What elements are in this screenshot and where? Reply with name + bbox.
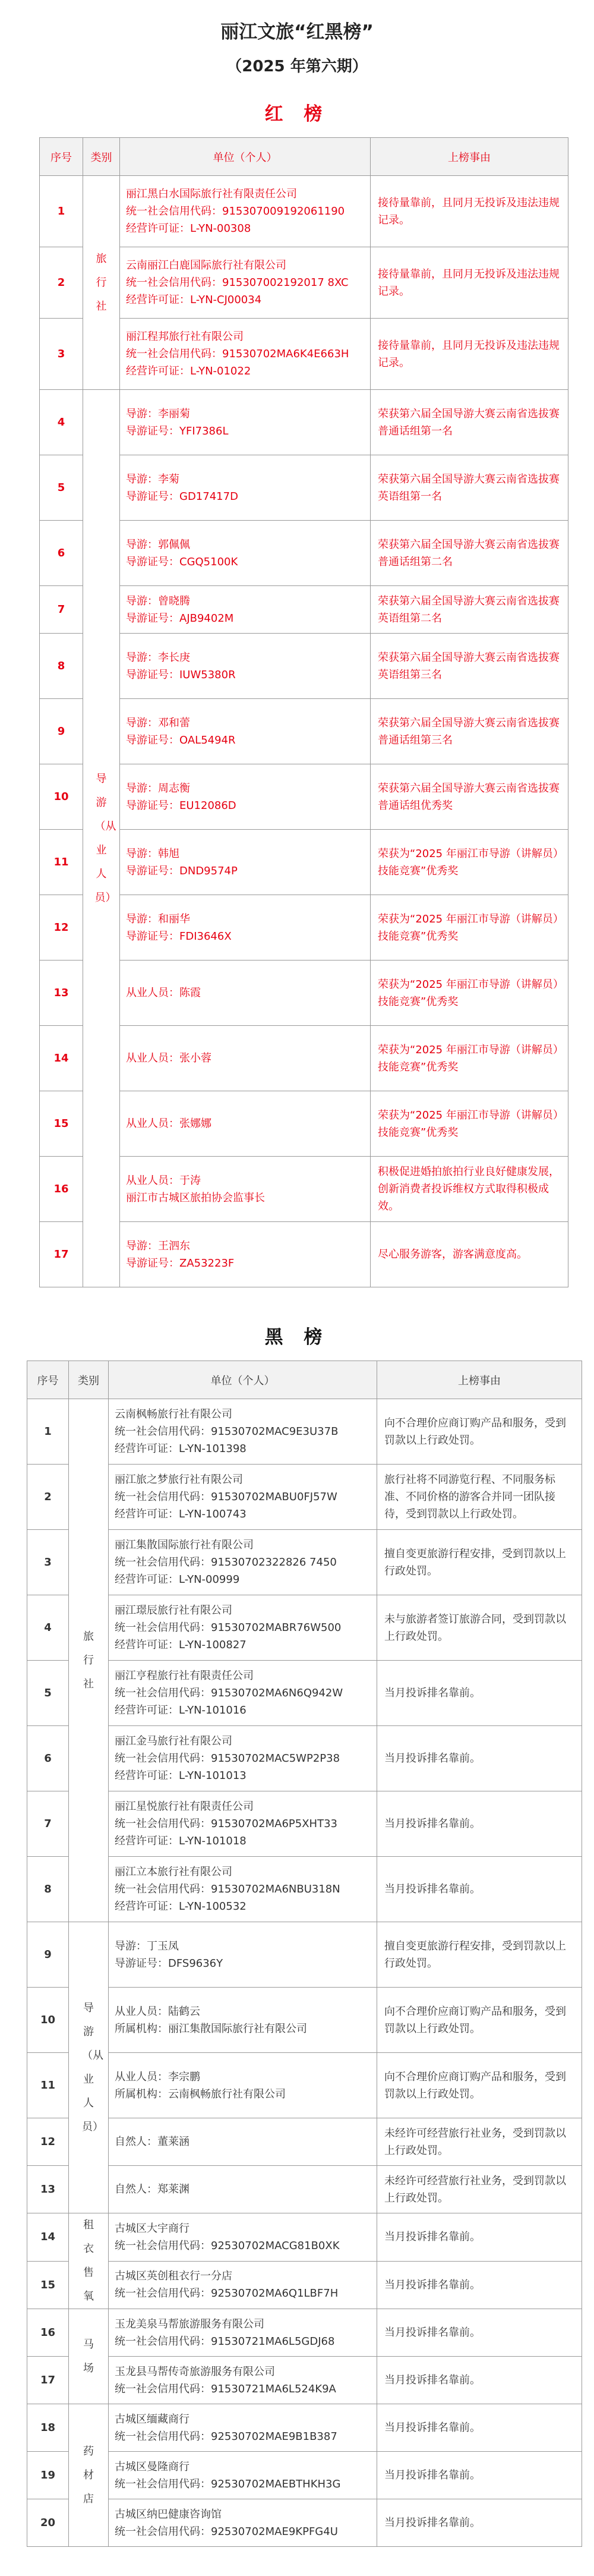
unit-cell bbox=[120, 1222, 371, 1287]
category-cell bbox=[69, 1399, 109, 1922]
unit-line: 导游证号：IUW5380R bbox=[126, 668, 236, 681]
unit-cell bbox=[120, 634, 371, 699]
unit-line: 古城区大宇商行 bbox=[115, 2222, 189, 2235]
unit-line: 玉龙县马帮传奇旅游服务有限公司 bbox=[115, 2365, 275, 2378]
unit-cell bbox=[120, 319, 371, 390]
table-row bbox=[27, 1726, 582, 1791]
row-number: 14 bbox=[27, 2213, 69, 2262]
unit-line: 统一社会信用代码：915307009192061190 bbox=[126, 205, 345, 218]
row-number: 7 bbox=[27, 1791, 69, 1857]
category-cell bbox=[83, 176, 120, 390]
unit-line: 经营许可证：L-YN-100532 bbox=[115, 1900, 247, 1913]
unit-line: 经营许可证：L-YN-CJ00034 bbox=[126, 294, 262, 306]
unit-line: 统一社会信用代码：915307002192017 8XC bbox=[126, 276, 349, 289]
row-number: 2 bbox=[27, 1465, 69, 1530]
unit-cell bbox=[109, 2213, 377, 2262]
unit-line: 统一社会信用代码：91530702MA6P5XHT33 bbox=[115, 1818, 337, 1830]
unit-line: 丽江星悦旅行社有限责任公司 bbox=[115, 1800, 254, 1813]
unit-cell bbox=[109, 2118, 377, 2166]
reason-cell: 未经许可经营旅行社业务，受到罚款以上行政处罚。 bbox=[377, 2118, 582, 2166]
row-number: 3 bbox=[40, 319, 83, 390]
unit-line: 导游：李长庚 bbox=[126, 651, 190, 664]
reason-cell: 当月投诉排名靠前。 bbox=[377, 1661, 582, 1726]
table-row bbox=[27, 2404, 582, 2452]
unit-cell bbox=[120, 247, 371, 319]
unit-line: 丽江立本旅行社有限公司 bbox=[115, 1866, 232, 1878]
unit-line: 导游：李菊 bbox=[126, 473, 179, 486]
unit-cell bbox=[109, 1922, 377, 1988]
unit-cell bbox=[109, 1988, 377, 2053]
table-row bbox=[27, 2357, 582, 2404]
unit-line: 自然人：董莱涵 bbox=[115, 2136, 189, 2148]
table-row bbox=[27, 2053, 582, 2118]
row-number: 15 bbox=[40, 1091, 83, 1157]
row-number: 5 bbox=[40, 455, 83, 521]
unit-cell bbox=[120, 176, 371, 247]
unit-line: 导游：和丽华 bbox=[126, 912, 190, 925]
row-number: 17 bbox=[40, 1222, 83, 1287]
category-label: 旅行社 bbox=[96, 252, 107, 313]
row-number: 13 bbox=[40, 961, 83, 1026]
unit-cell bbox=[120, 961, 371, 1026]
unit-cell bbox=[120, 699, 371, 764]
column-header-no: 序号 bbox=[40, 138, 83, 176]
unit-line: 导游证号：ZA53223F bbox=[126, 1256, 235, 1270]
black-list-heading: 黑 榜 bbox=[264, 1327, 330, 1348]
unit-line: 统一社会信用代码：91530702MA6K4E663H bbox=[126, 348, 349, 360]
row-number: 11 bbox=[27, 2053, 69, 2118]
unit-line: 玉龙美泉马帮旅游服务有限公司 bbox=[115, 2317, 264, 2331]
unit-cell bbox=[120, 895, 371, 961]
reason-cell: 接待量靠前，且同月无投诉及违法违规记录。 bbox=[371, 247, 568, 319]
reason-cell: 荣获第六届全国导游大赛云南省选拔赛普通话组优秀奖 bbox=[371, 764, 568, 830]
unit-cell bbox=[120, 830, 371, 895]
reason-cell: 当月投诉排名靠前。 bbox=[377, 1726, 582, 1791]
unit-line: 导游证号：FDI3646X bbox=[126, 930, 232, 943]
reason-cell: 向不合理价应商订购产品和服务，受到罚款以上行政处罚。 bbox=[377, 1988, 582, 2053]
unit-cell bbox=[109, 1857, 377, 1922]
unit-cell bbox=[109, 1465, 377, 1530]
table-row bbox=[27, 2213, 582, 2262]
column-header-category: 类别 bbox=[69, 1361, 109, 1399]
column-header-no: 序号 bbox=[27, 1361, 69, 1399]
unit-line: 经营许可证：L-YN-00999 bbox=[115, 1573, 240, 1586]
unit-cell bbox=[120, 586, 371, 634]
column-header-category: 类别 bbox=[83, 138, 120, 176]
unit-line: 导游证号：DND9574P bbox=[126, 864, 238, 877]
category-cell bbox=[69, 2213, 109, 2309]
unit-line: 导游：王泗东 bbox=[126, 1239, 190, 1252]
unit-line: 经营许可证：L-YN-100827 bbox=[115, 1639, 247, 1651]
reason-cell: 荣获第六届全国导游大赛云南省选拔赛普通话组第三名 bbox=[371, 699, 568, 764]
row-number: 13 bbox=[27, 2166, 69, 2213]
unit-line: 古城区英创租衣行一分店 bbox=[115, 2270, 232, 2283]
row-number: 16 bbox=[40, 1157, 83, 1222]
reason-cell: 接待量靠前，且同月无投诉及违法违规记录。 bbox=[371, 176, 568, 247]
red-list-heading: 红 榜 bbox=[264, 103, 330, 125]
reason-cell: 荣获第六届全国导游大赛云南省选拔赛英语组第二名 bbox=[371, 586, 568, 634]
table-row bbox=[27, 1857, 582, 1922]
unit-line: 导游：周志衡 bbox=[126, 782, 190, 795]
reason-cell: 当月投诉排名靠前。 bbox=[377, 2452, 582, 2499]
reason-cell: 向不合理价应商订购产品和服务，受到罚款以上行政处罚。 bbox=[377, 2053, 582, 2118]
unit-line: 导游证号：OAL5494R bbox=[126, 733, 236, 747]
unit-cell bbox=[109, 2166, 377, 2213]
unit-line: 经营许可证：L-YN-101016 bbox=[115, 1704, 247, 1717]
unit-line: 丽江程邦旅行社有限公司 bbox=[126, 330, 244, 343]
column-header-reason: 上榜事由 bbox=[371, 138, 568, 176]
table-row bbox=[27, 1791, 582, 1857]
unit-line: 统一社会信用代码：91530702MAC9E3U37B bbox=[115, 1425, 339, 1438]
unit-line: 统一社会信用代码：92530702MA6Q1LBF7H bbox=[115, 2287, 339, 2300]
unit-cell bbox=[109, 2309, 377, 2357]
column-header-unit: 单位（个人） bbox=[109, 1361, 377, 1399]
unit-line: 丽江黑白水国际旅行社有限责任公司 bbox=[126, 188, 297, 200]
table-row bbox=[27, 2118, 582, 2166]
unit-line: 经营许可证：L-YN-100743 bbox=[115, 1508, 247, 1520]
reason-cell: 擅自变更旅游行程安排，受到罚款以上行政处罚。 bbox=[377, 1530, 582, 1595]
unit-cell bbox=[120, 455, 371, 521]
reason-cell: 荣获为“2025 年丽江市导游（讲解员）技能竞赛”优秀奖 bbox=[371, 961, 568, 1026]
unit-line: 所属机构：丽江集散国际旅行社有限公司 bbox=[115, 2022, 307, 2035]
document-title: 丽江文旅“红黑榜” bbox=[220, 21, 374, 43]
unit-line: 从业人员：张娜娜 bbox=[126, 1117, 211, 1130]
black-list-table bbox=[27, 1361, 582, 2547]
category-label: 导游（从业人员） bbox=[82, 2001, 103, 2133]
unit-line: 导游证号：GD17417D bbox=[126, 490, 238, 503]
unit-line: 统一社会信用代码：91530702MA6NBU318N bbox=[115, 1883, 340, 1895]
reason-cell: 积极促进婚拍旅拍行业良好健康发展，创新消费者投诉维权方式取得积极成效。 bbox=[371, 1157, 568, 1222]
row-number: 6 bbox=[27, 1726, 69, 1791]
unit-cell bbox=[120, 1091, 371, 1157]
unit-line: 云南丽江白鹿国际旅行社有限公司 bbox=[126, 259, 286, 272]
unit-line: 导游：韩旭 bbox=[126, 847, 179, 860]
reason-cell: 荣获为“2025 年丽江市导游（讲解员）技能竞赛”优秀奖 bbox=[371, 1026, 568, 1091]
black-list-header-row bbox=[27, 1361, 582, 1399]
unit-line: 云南枫畅旅行社有限公司 bbox=[115, 1408, 232, 1421]
row-number: 11 bbox=[40, 830, 83, 895]
unit-line: 丽江旅之梦旅行社有限公司 bbox=[115, 1473, 243, 1486]
black-list-body bbox=[27, 1399, 582, 2547]
unit-cell bbox=[109, 2053, 377, 2118]
row-number: 12 bbox=[27, 2118, 69, 2166]
reason-cell: 当月投诉排名靠前。 bbox=[377, 1857, 582, 1922]
table-row bbox=[27, 1922, 582, 1988]
row-number: 8 bbox=[40, 634, 83, 699]
row-number: 4 bbox=[27, 1595, 69, 1661]
row-number: 6 bbox=[40, 521, 83, 586]
row-number: 20 bbox=[27, 2499, 69, 2547]
unit-line: 统一社会信用代码：92530702MAE9B1B387 bbox=[115, 2430, 337, 2443]
row-number: 9 bbox=[40, 699, 83, 764]
unit-line: 导游证号：DFS9636Y bbox=[115, 1957, 223, 1970]
reason-cell: 尽心服务游客，游客满意度高。 bbox=[371, 1222, 568, 1287]
row-number: 5 bbox=[27, 1661, 69, 1726]
unit-line: 丽江金马旅行社有限公司 bbox=[115, 1735, 232, 1747]
row-number: 12 bbox=[40, 895, 83, 961]
row-number: 8 bbox=[27, 1857, 69, 1922]
reason-cell: 当月投诉排名靠前。 bbox=[377, 2404, 582, 2452]
unit-line: 导游证号：CGQ5100K bbox=[126, 555, 238, 568]
unit-cell bbox=[109, 2452, 377, 2499]
unit-cell bbox=[120, 521, 371, 586]
category-cell bbox=[83, 390, 120, 1287]
unit-line: 导游证号：YFI7386L bbox=[126, 424, 229, 437]
row-number: 7 bbox=[40, 586, 83, 634]
unit-cell bbox=[109, 2357, 377, 2404]
unit-line: 从业人员：陈霞 bbox=[126, 987, 201, 999]
row-number: 18 bbox=[27, 2404, 69, 2452]
table-row bbox=[27, 1530, 582, 1595]
unit-line: 导游：丁玉凤 bbox=[115, 1939, 179, 1953]
table-row bbox=[27, 2261, 582, 2309]
reason-cell: 旅行社将不同游览行程、不同服务标准、不同价格的游客合并同一团队接待，受到罚款以上行政处罚。 bbox=[377, 1465, 582, 1530]
reason-cell: 荣获第六届全国导游大赛云南省选拔赛普通话组第二名 bbox=[371, 521, 568, 586]
unit-line: 经营许可证：L-YN-101398 bbox=[115, 1443, 247, 1455]
unit-cell bbox=[109, 1661, 377, 1726]
unit-line: 古城区缅藏商行 bbox=[115, 2413, 189, 2426]
table-row bbox=[27, 1595, 582, 1661]
row-number: 9 bbox=[27, 1922, 69, 1988]
category-label: 旅行社 bbox=[83, 1630, 94, 1690]
row-number: 14 bbox=[40, 1026, 83, 1091]
reason-cell: 当月投诉排名靠前。 bbox=[377, 2261, 582, 2309]
unit-cell bbox=[109, 1726, 377, 1791]
red-list-table bbox=[39, 137, 568, 1287]
unit-line: 丽江市古城区旅拍协会监事长 bbox=[126, 1191, 265, 1204]
reason-cell: 荣获为“2025 年丽江市导游（讲解员）技能竞赛”优秀奖 bbox=[371, 830, 568, 895]
unit-line: 从业人员：李宗鹏 bbox=[115, 2070, 200, 2083]
unit-cell bbox=[109, 1530, 377, 1595]
unit-line: 统一社会信用代码：91530721MA6L5GDJ68 bbox=[115, 2335, 335, 2348]
red-list-body bbox=[40, 176, 568, 1287]
table-row bbox=[27, 1399, 582, 1465]
table-row bbox=[27, 2166, 582, 2213]
unit-line: 从业人员：于涛 bbox=[126, 1174, 201, 1187]
unit-line: 所属机构：云南枫畅旅行社有限公司 bbox=[115, 2087, 286, 2101]
unit-line: 导游：郭佩佩 bbox=[126, 538, 190, 551]
unit-line: 统一社会信用代码：91530702MAC5WP2P38 bbox=[115, 1752, 340, 1765]
reason-cell: 当月投诉排名靠前。 bbox=[377, 1791, 582, 1857]
reason-cell: 荣获第六届全国导游大赛云南省选拔赛英语组第三名 bbox=[371, 634, 568, 699]
row-number: 19 bbox=[27, 2452, 69, 2499]
reason-cell: 荣获第六届全国导游大赛云南省选拔赛英语组第一名 bbox=[371, 455, 568, 521]
row-number: 4 bbox=[40, 390, 83, 455]
reason-cell: 向不合理价应商订购产品和服务，受到罚款以上行政处罚。 bbox=[377, 1399, 582, 1465]
unit-cell bbox=[109, 1791, 377, 1857]
table-row bbox=[40, 176, 568, 247]
category-label: 租衣售氧 bbox=[83, 2219, 94, 2303]
reason-cell: 荣获为“2025 年丽江市导游（讲解员）技能竞赛”优秀奖 bbox=[371, 895, 568, 961]
row-number: 15 bbox=[27, 2261, 69, 2309]
category-label: 药材店 bbox=[83, 2445, 94, 2505]
table-row bbox=[27, 1465, 582, 1530]
table-row bbox=[27, 1661, 582, 1726]
unit-line: 统一社会信用代码：92530702MAE9KPFG4U bbox=[115, 2525, 338, 2538]
unit-line: 统一社会信用代码：91530702MA6N6Q942W bbox=[115, 1687, 343, 1699]
category-cell bbox=[69, 2404, 109, 2547]
reason-cell: 擅自变更旅游行程安排，受到罚款以上行政处罚。 bbox=[377, 1922, 582, 1988]
row-number: 1 bbox=[40, 176, 83, 247]
category-label: 导游（从业人员） bbox=[94, 772, 116, 904]
reason-cell: 当月投诉排名靠前。 bbox=[377, 2213, 582, 2262]
row-number: 3 bbox=[27, 1530, 69, 1595]
unit-line: 统一社会信用代码：91530702MABR76W500 bbox=[115, 1621, 342, 1634]
unit-cell bbox=[109, 2404, 377, 2452]
unit-line: 导游证号：AJB9402M bbox=[126, 612, 234, 625]
unit-line: 丽江集散国际旅行社有限公司 bbox=[115, 1539, 254, 1551]
unit-line: 统一社会信用代码：91530702322826 7450 bbox=[115, 1556, 337, 1569]
category-cell bbox=[69, 2309, 109, 2404]
column-header-reason: 上榜事由 bbox=[377, 1361, 582, 1399]
row-number: 16 bbox=[27, 2309, 69, 2357]
issue-number: （2025 年第六期） bbox=[226, 58, 368, 75]
reason-cell: 荣获为“2025 年丽江市导游（讲解员）技能竞赛”优秀奖 bbox=[371, 1091, 568, 1157]
unit-line: 从业人员：张小蓉 bbox=[126, 1052, 211, 1065]
unit-line: 古城区曼隆商行 bbox=[115, 2460, 189, 2473]
unit-line: 统一社会信用代码：91530702MABU0FJ57W bbox=[115, 1491, 337, 1503]
unit-line: 经营许可证：L-YN-101013 bbox=[115, 1769, 247, 1782]
table-row bbox=[27, 1988, 582, 2053]
unit-cell bbox=[120, 390, 371, 455]
row-number: 1 bbox=[27, 1399, 69, 1465]
unit-line: 古城区纳巴健康咨询馆 bbox=[115, 2508, 222, 2521]
reason-cell: 当月投诉排名靠前。 bbox=[377, 2357, 582, 2404]
row-number: 10 bbox=[27, 1988, 69, 2053]
unit-line: 经营许可证：L-YN-00308 bbox=[126, 222, 251, 235]
unit-line: 导游：李丽菊 bbox=[126, 407, 190, 420]
unit-line: 导游：曾晓腾 bbox=[126, 594, 190, 607]
unit-line: 经营许可证：L-YN-101018 bbox=[115, 1835, 247, 1847]
red-list-header-row bbox=[40, 138, 568, 176]
reason-cell: 未经许可经营旅行社业务，受到罚款以上行政处罚。 bbox=[377, 2166, 582, 2213]
unit-cell bbox=[120, 1026, 371, 1091]
unit-cell bbox=[109, 2261, 377, 2309]
unit-line: 导游：邓和蕾 bbox=[126, 716, 190, 729]
reason-cell: 当月投诉排名靠前。 bbox=[377, 2309, 582, 2357]
unit-cell bbox=[109, 1595, 377, 1661]
table-row bbox=[27, 2309, 582, 2357]
unit-cell bbox=[109, 1399, 377, 1465]
section-spacer bbox=[0, 1287, 594, 1322]
unit-cell bbox=[120, 764, 371, 830]
unit-line: 丽江亨程旅行社有限责任公司 bbox=[115, 1670, 254, 1682]
table-row bbox=[27, 2499, 582, 2547]
reason-cell: 当月投诉排名靠前。 bbox=[377, 2499, 582, 2547]
unit-line: 统一社会信用代码：91530721MA6L524K9A bbox=[115, 2382, 336, 2395]
unit-line: 从业人员：陆鹤云 bbox=[115, 2005, 200, 2018]
row-number: 2 bbox=[40, 247, 83, 319]
row-number: 10 bbox=[40, 764, 83, 830]
table-row bbox=[40, 390, 568, 455]
unit-line: 丽江璟辰旅行社有限公司 bbox=[115, 1604, 232, 1617]
unit-line: 统一社会信用代码：92530702MAEBTHKH3G bbox=[115, 2477, 341, 2490]
table-row bbox=[27, 2452, 582, 2499]
unit-line: 自然人：郑莱渊 bbox=[115, 2183, 189, 2196]
unit-cell bbox=[120, 1157, 371, 1222]
unit-line: 统一社会信用代码：92530702MACG81B0XK bbox=[115, 2239, 340, 2252]
reason-cell: 荣获第六届全国导游大赛云南省选拔赛普通话组第一名 bbox=[371, 390, 568, 455]
unit-line: 经营许可证：L-YN-01022 bbox=[126, 365, 251, 377]
category-cell bbox=[69, 1922, 109, 2213]
category-label: 马场 bbox=[83, 2338, 94, 2375]
column-header-unit: 单位（个人） bbox=[120, 138, 371, 176]
reason-cell: 未与旅游者签订旅游合同，受到罚款以上行政处罚。 bbox=[377, 1595, 582, 1661]
unit-cell bbox=[109, 2499, 377, 2547]
reason-cell: 接待量靠前，且同月无投诉及违法违规记录。 bbox=[371, 319, 568, 390]
row-number: 17 bbox=[27, 2357, 69, 2404]
page-bottom-spacer bbox=[0, 2547, 594, 2571]
unit-line: 导游证号：EU12086D bbox=[126, 799, 236, 812]
